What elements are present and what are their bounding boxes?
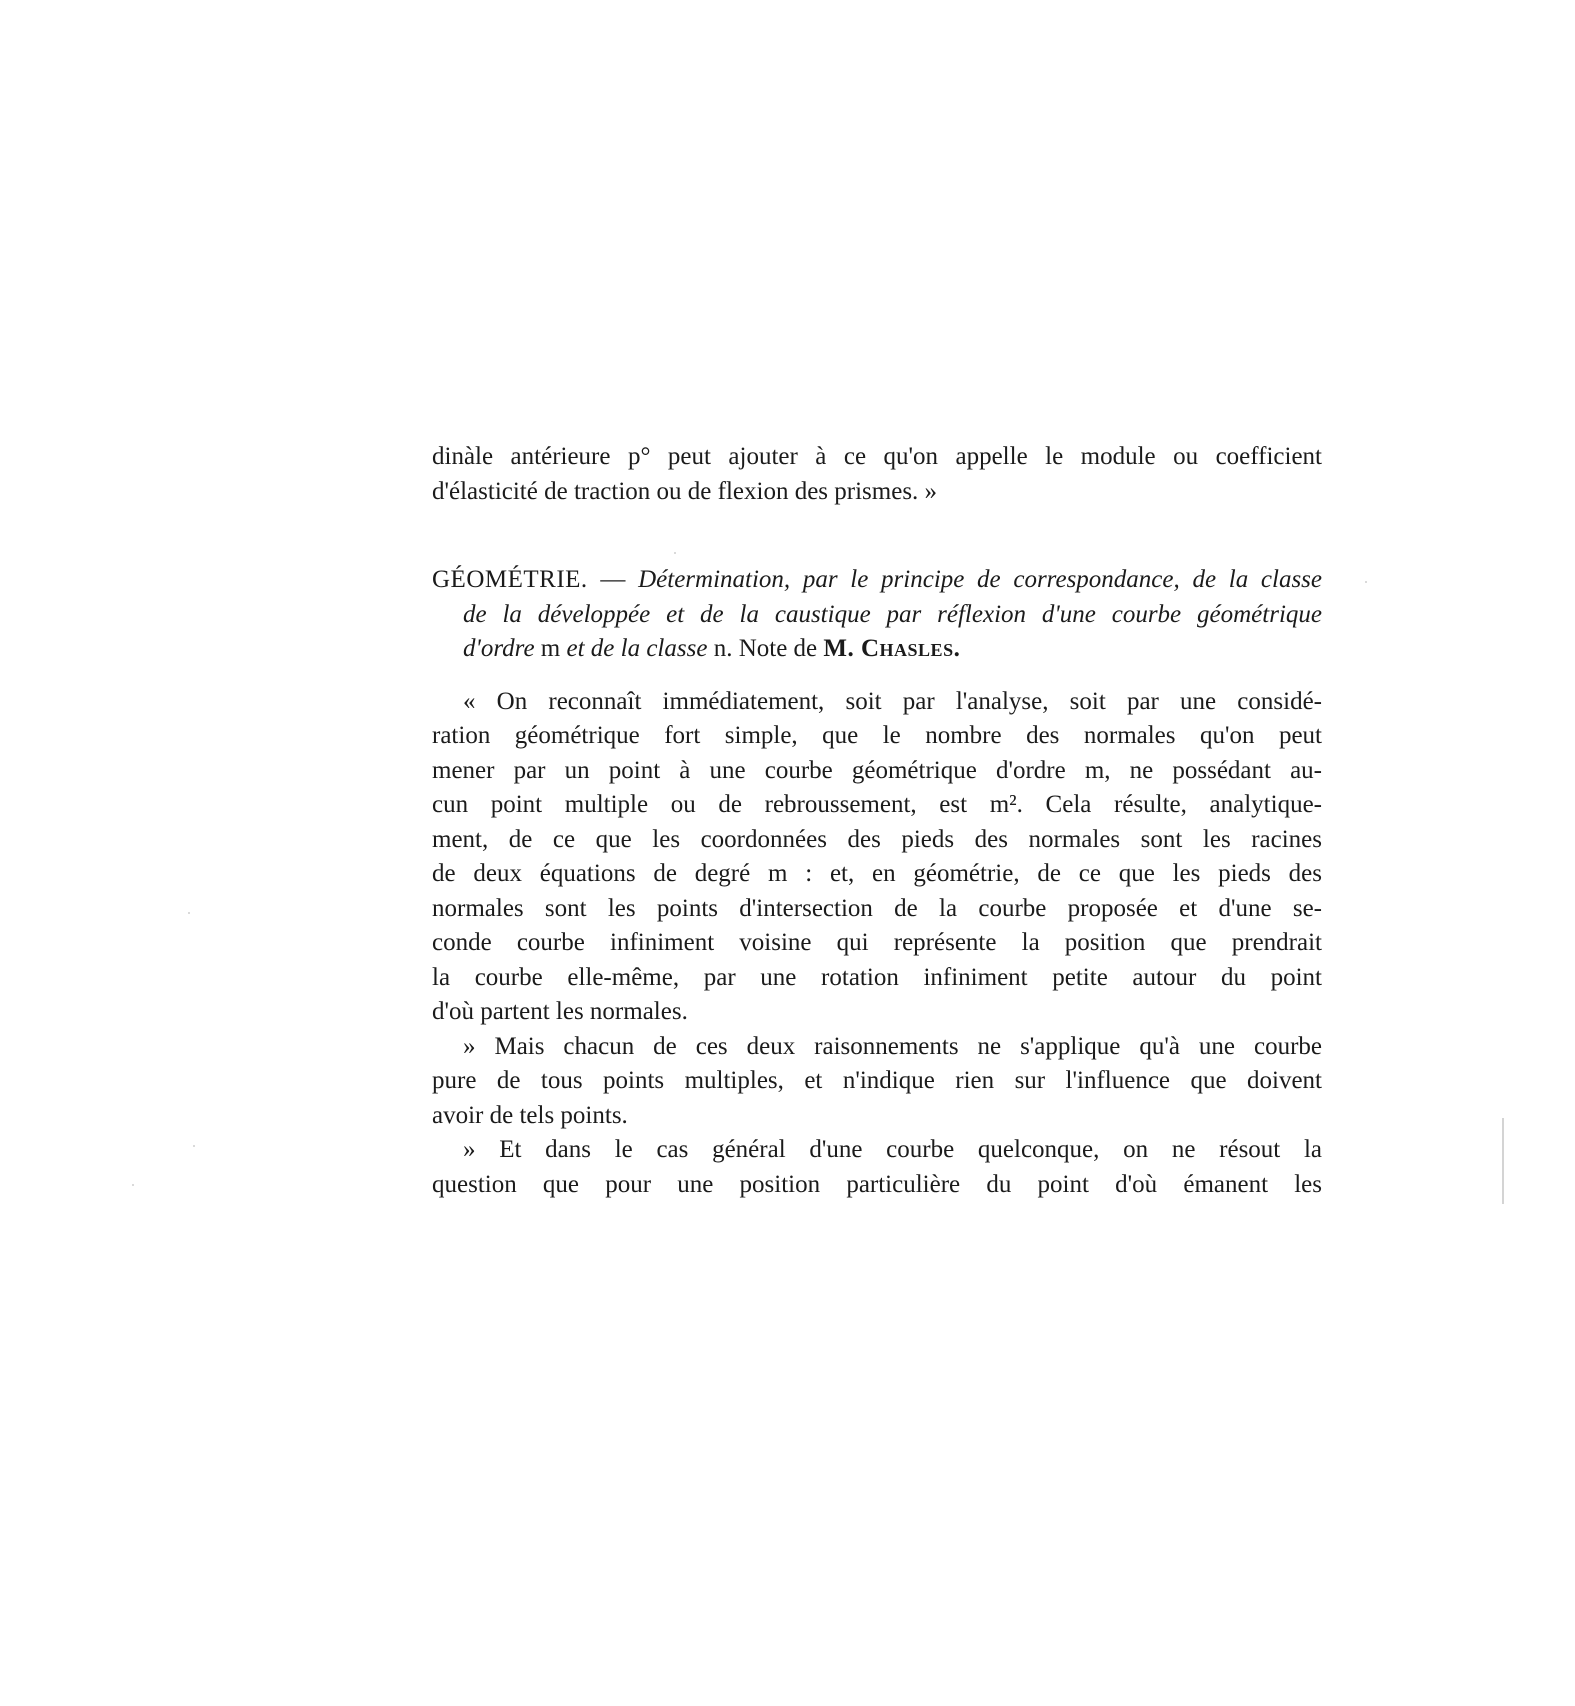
heading-line	[432, 632, 1322, 667]
heading-variable: m	[540, 635, 561, 662]
scan-edge-mark	[1502, 1118, 1504, 1204]
section-label: GÉOMÉTRIE.	[432, 566, 588, 593]
heading-title: et de la classe	[560, 635, 714, 662]
heading-line: de la développée et de la caustique par réflexion d'une courbe géométrique	[463, 600, 1322, 628]
heading-line	[432, 563, 1322, 598]
text-line: ment, de ce que les coordonnées des pieds des normales sont les racines	[432, 825, 1322, 853]
text-line: cun point multiple ou de rebroussement, est m². Cela résulte, analytique-	[432, 791, 1322, 818]
text-line: mener par un point à une courbe géométrique d'ordre m, ne possédant au-	[432, 756, 1322, 784]
intro-paragraph	[432, 440, 1322, 509]
heading-title: d'ordre	[463, 635, 541, 662]
author-name: M. Chasles.	[823, 635, 961, 662]
body-paragraph	[432, 685, 1322, 1030]
scan-speck	[1365, 581, 1367, 583]
scan-speck	[188, 912, 190, 914]
body-paragraph	[432, 1030, 1322, 1134]
text-line: d'élasticité de traction ou de flexion des prismes. »	[432, 477, 938, 505]
text-line: d'où partent les normales.	[432, 998, 688, 1025]
text-line: conde courbe infiniment voisine qui représente la position que prendrait	[432, 929, 1322, 956]
scan-speck	[132, 1184, 134, 1186]
text-line: normales sont les points d'intersection de la courbe proposée et d'une se-	[432, 894, 1322, 922]
heading-variable: n	[713, 635, 727, 662]
note-label: . Note de	[726, 635, 824, 662]
scan-speck	[193, 1145, 195, 1147]
text-line: « On reconnaît immédiatement, soit par l'analyse, soit par une considé-	[463, 687, 1322, 715]
text-line: de deux équations de degré m : et, en géométrie, de ce que les pieds des	[432, 860, 1322, 887]
heading-dash: —	[587, 566, 639, 593]
text-line: ration géométrique fort simple, que le nombre des normales qu'on peut	[432, 722, 1322, 749]
text-line: pure de tous points multiples, et n'indique rien sur l'influence que doivent	[432, 1067, 1322, 1094]
text-line: dinàle antérieure p° peut ajouter à ce qu'on appelle le module ou coefficient	[432, 443, 1322, 470]
text-line: » Et dans le cas général d'une courbe quelconque, on ne résout la	[463, 1136, 1322, 1163]
text-line: » Mais chacun de ces deux raisonnements ne s'applique qu'à une courbe	[463, 1032, 1322, 1060]
text-block	[432, 440, 1322, 1202]
body-paragraph	[432, 1133, 1322, 1202]
scan-speck	[674, 552, 676, 554]
section-heading	[432, 563, 1322, 667]
heading-title: Détermination, par le principe de correspondance, de la classe	[638, 566, 1323, 593]
text-line: question que pour une position particulière du point d'où émanent les	[432, 1170, 1322, 1198]
text-line: la courbe elle-même, par une rotation infiniment petite autour du point	[432, 963, 1322, 991]
text-line: avoir de tels points.	[432, 1101, 628, 1129]
